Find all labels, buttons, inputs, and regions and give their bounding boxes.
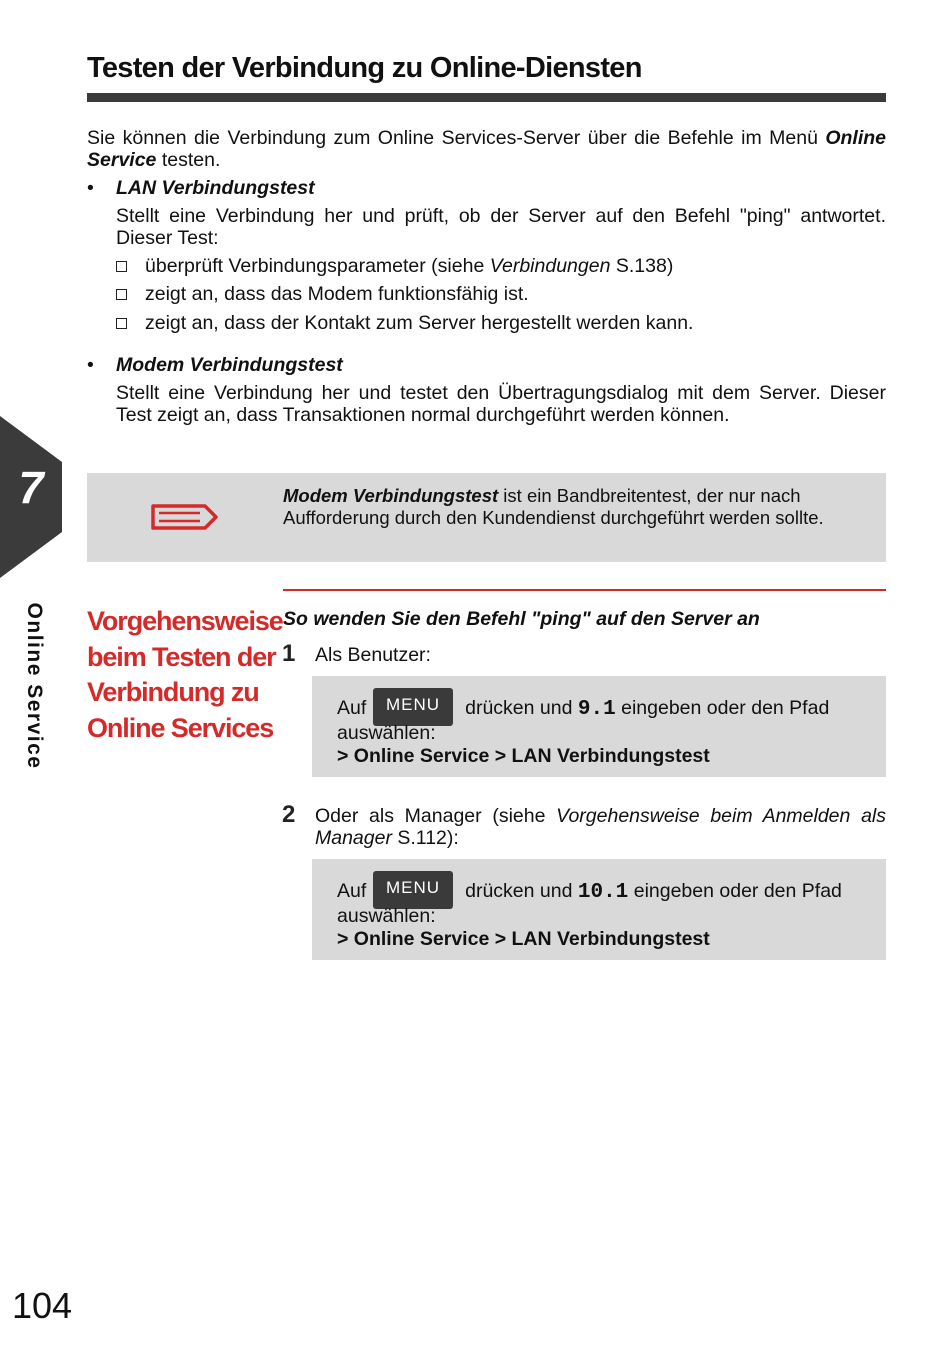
instruction-box: [312, 859, 886, 960]
instruction-line-2: auswählen:: [337, 905, 436, 927]
lan-test-description: Stellt eine Verbindung her und prüft, ob der Server auf den Befehl "ping" antwortet. Dieser Test:: [116, 205, 886, 249]
checkbox-square-icon: [116, 318, 127, 329]
bullet-dot: •: [87, 354, 94, 376]
instruction-middle: drücken und: [465, 697, 573, 719]
intro-text-after: testen.: [156, 148, 221, 171]
page-title: Testen der Verbindung zu Online-Diensten: [87, 52, 642, 84]
step-number: 1: [282, 640, 296, 667]
procedure-title: So wenden Sie den Befehl "ping" auf den Server an: [283, 608, 760, 630]
list-item-text-after: S.138): [610, 255, 674, 277]
list-item-text: zeigt an, dass das Modem funktionsfähig ist.: [145, 283, 529, 305]
lan-test-heading: LAN Verbindungstest: [116, 177, 315, 199]
title-divider: [87, 93, 886, 102]
step-text: [315, 805, 886, 849]
intro-text-before: Sie können die Verbindung zum Online Services-Server über die Befehle im Menü: [87, 127, 826, 149]
instruction-prefix: Auf: [337, 697, 367, 719]
modem-test-bullet: [87, 354, 343, 377]
menu-code: 9.1: [577, 698, 616, 721]
page-number: 104: [12, 1285, 73, 1326]
menu-code: 10.1: [577, 881, 629, 904]
checkbox-square-icon: [116, 289, 127, 300]
step-text-after: S.112):: [391, 827, 459, 849]
list-item: [145, 313, 693, 335]
instruction-box: [312, 676, 886, 777]
section-divider: [283, 589, 886, 591]
note-bold: Modem Verbindungstest: [283, 485, 499, 506]
step-text-before: Oder als Manager (siehe: [315, 805, 557, 827]
side-heading: Vorgehensweise beim Testen der Verbindung zu Online Services: [87, 606, 283, 743]
bullet-dot: •: [87, 177, 94, 199]
step-number: 2: [282, 801, 296, 828]
checkbox-square-icon: [116, 261, 127, 272]
modem-test-heading: Modem Verbindungstest: [116, 354, 343, 376]
list-item-text: zeigt an, dass der Kontakt zum Server hergestellt werden kann.: [145, 312, 694, 334]
list-item-text-before: überprüft Verbindungsparameter (siehe: [145, 255, 490, 277]
step-ref: Vorgehensweise beim Anmelden als Manager: [315, 805, 887, 849]
instruction-suffix: eingeben oder den Pfad: [633, 880, 842, 902]
intro-paragraph: [87, 128, 886, 171]
list-item: [145, 256, 673, 278]
list-item: [145, 284, 529, 306]
note-text: [283, 485, 873, 528]
intro-menu-name: Online Service: [87, 127, 886, 171]
lan-test-bullet: [87, 177, 315, 200]
menu-path: > Online Service > LAN Verbindungstest: [337, 745, 710, 767]
instruction-middle: drücken und: [465, 880, 573, 902]
menu-key: MENU: [373, 871, 453, 909]
menu-key: MENU: [373, 688, 453, 726]
step-text: Als Benutzer:: [315, 644, 431, 666]
note-pencil-icon: [150, 500, 220, 534]
instruction-suffix: eingeben oder den Pfad: [621, 697, 830, 719]
modem-test-description: Stellt eine Verbindung her und testet den Übertragungsdialog mit dem Server. Dieser Test zeigt an, dass Transaktionen normal durchgeführt werden können.: [116, 382, 886, 426]
menu-path: > Online Service > LAN Verbindungstest: [337, 928, 710, 950]
instruction-line-2: auswählen:: [337, 722, 436, 744]
note-body: ist ein Bandbreitentest, der nur nach Aufforderung durch den Kundendienst durchgeführt werden sollte.: [283, 485, 824, 528]
instruction-prefix: Auf: [337, 880, 367, 902]
chapter-label: Online Service: [23, 602, 46, 770]
chapter-number: 7: [18, 462, 44, 513]
list-item-ref: Verbindungen: [489, 255, 611, 277]
